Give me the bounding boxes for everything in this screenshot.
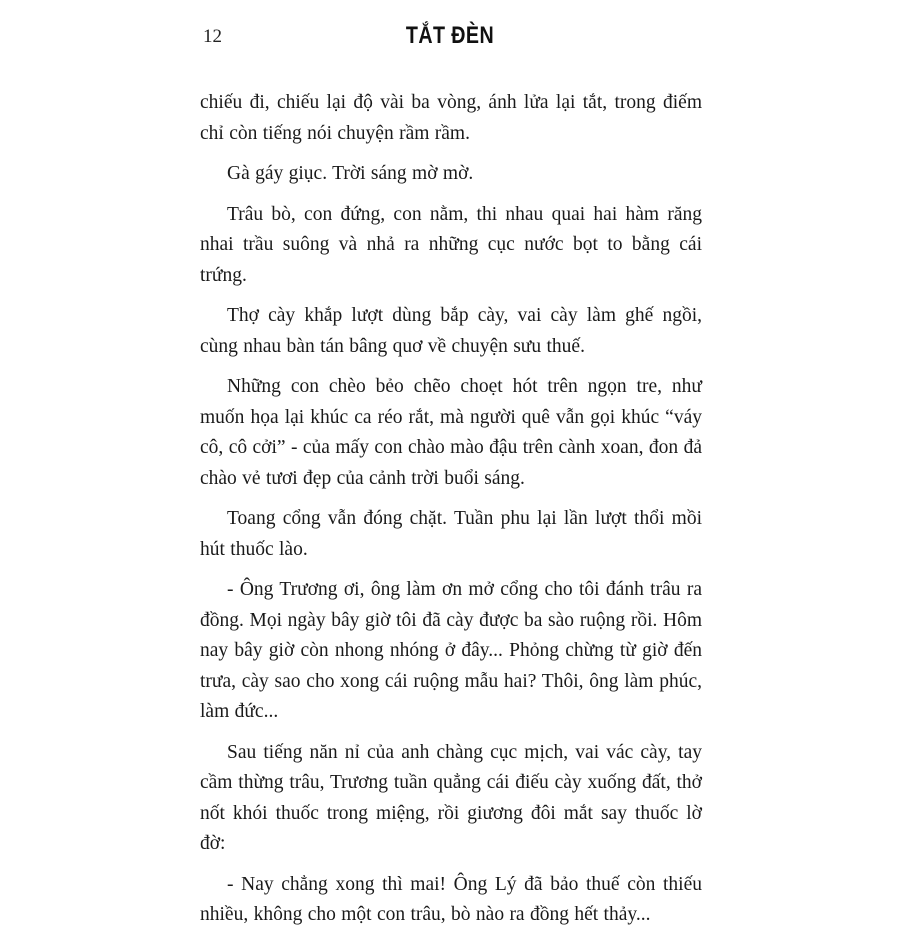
- paragraph: Gà gáy giục. Trời sáng mờ mờ.: [227, 163, 474, 184]
- paragraph: Những con chèo bẻo chẽo choẹt hót trên ngọn tre, như muốn họa lại khúc ca réo rắt, mà người quê vẫn gọi khúc “váy cô, cô cởi” - của mấy con chào mào đậu trên cành xoan, đon đả chào vẻ tươi đẹp của cảnh trời buổi sáng.: [200, 376, 702, 489]
- running-title: TẮT ĐÈN: [405, 22, 495, 49]
- paragraph: Sau tiếng năn nỉ của anh chàng cục mịch, vai vác cày, tay cầm thừng trâu, Trương tuần quẳng cái điếu cày xuống đất, thở nốt khói thuốc trong miệng, rồi giương đôi mắt say thuốc lờ đờ:: [200, 741, 702, 854]
- page-header: [0, 22, 900, 54]
- paragraph: - Ông Trương ơi, ông làm ơn mở cổng cho tôi đánh trâu ra đồng. Mọi ngày bây giờ tôi đã cày được ba sào ruộng rồi. Hôm nay bây giờ còn nhong nhóng ở đây... Phỏng chừng từ giờ đến trưa, cày sao cho xong cái ruộng mẫu hai? Thôi, ông làm phúc, làm đức...: [200, 579, 702, 722]
- paragraph: chiếu đi, chiếu lại độ vài ba vòng, ánh lửa lại tắt, trong điếm chỉ còn tiếng nói chuyện rầm rầm.: [200, 92, 702, 144]
- page-number: 12: [203, 26, 222, 47]
- paragraph: Trâu bò, con đứng, con nằm, thi nhau quai hai hàm răng nhai trầu suông và nhả ra những cục nước bọt to bằng cái trứng.: [200, 203, 702, 286]
- paragraph: Toang cổng vẫn đóng chặt. Tuần phu lại lần lượt thổi mồi hút thuốc lào.: [200, 508, 702, 560]
- body-text: [200, 88, 702, 941]
- paragraph: Thợ cày khắp lượt dùng bắp cày, vai cày làm ghế ngồi, cùng nhau bàn tán bâng quơ về chuyện sưu thuế.: [200, 305, 702, 357]
- paragraph: - Nay chẳng xong thì mai! Ông Lý đã bảo thuế còn thiếu nhiều, không cho một con trâu, bò nào ra đồng hết thảy...: [200, 873, 702, 925]
